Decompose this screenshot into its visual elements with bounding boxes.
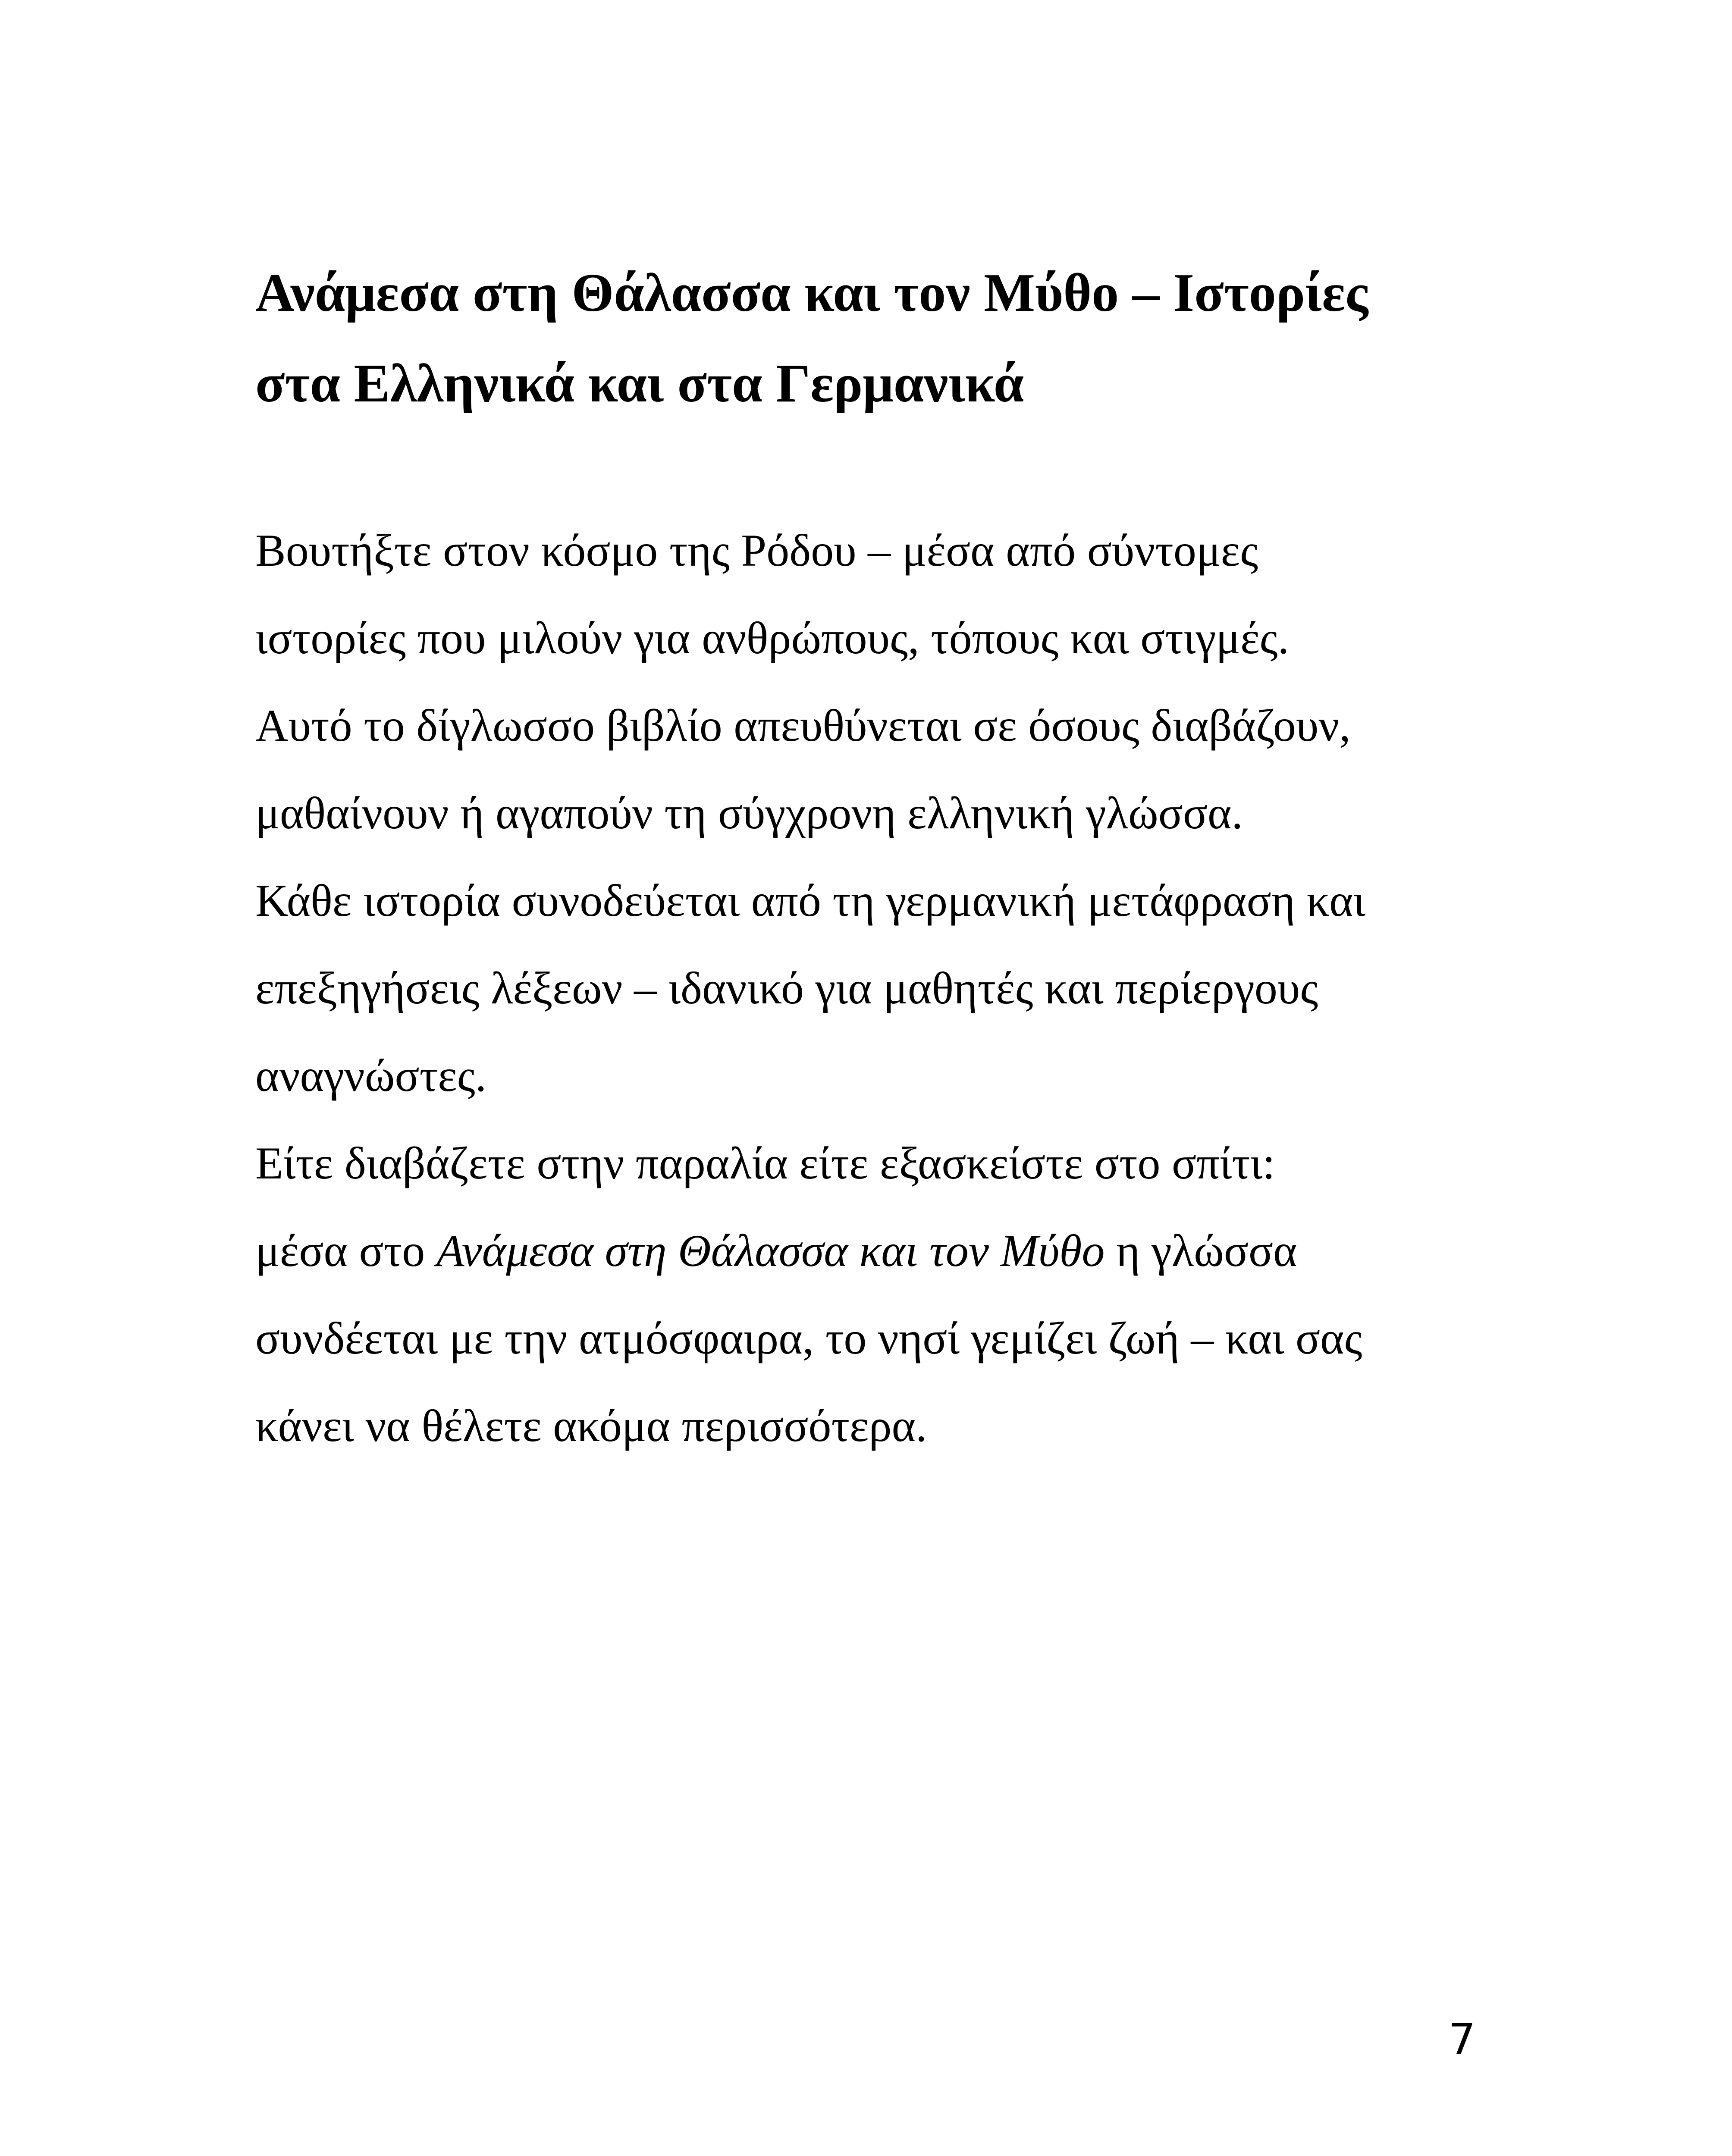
body-line: συνδέεται με την ατμόσφαιρα, το νησί γεμίζει ζωή – και σας (255, 1313, 1362, 1363)
body-paragraph (255, 507, 1549, 1470)
title-line-1: Ανάμεσα στη Θάλασσα και τον Μύθο – Ιστορίες (255, 263, 1368, 323)
body-line: επεξηγήσεις λέξεων – ιδανικό για μαθητές και περίεργους (255, 963, 1318, 1013)
body-line: Κάθε ιστορία συνοδεύεται από τη γερμανική μετάφραση και (255, 875, 1366, 926)
body-line: μαθαίνουν ή αγαπούν τη σύγχρονη ελληνική γλώσσα. (255, 788, 1243, 838)
body-line: Αυτό το δίγλωσσο βιβλίο απευθύνεται σε όσους διαβάζουν, (255, 700, 1351, 751)
body-line: ιστορίες που μιλούν για ανθρώπους, τόπους και στιγμές. (255, 613, 1290, 663)
text-after-book-title: η γλώσσα (1104, 1225, 1297, 1276)
body-line-with-book-title (255, 1207, 1549, 1294)
body-line: αναγνώστες. (255, 1050, 487, 1101)
body-line: Βουτήξτε στον κόσμο της Ρόδου – μέσα από σύντομες (255, 525, 1258, 576)
body-line: κάνει να θέλετε ακόμα περισσότερα. (255, 1401, 927, 1451)
book-title-italic: Ανάμεσα στη Θάλασσα και τον Μύθο (436, 1225, 1105, 1276)
title-line-2: στα Ελληνικά και στα Γερμανικά (255, 354, 1024, 414)
page-number: 7 (1448, 2014, 1476, 2065)
page-title (255, 248, 1549, 429)
body-line: Είτε διαβάζετε στην παραλία είτε εξασκείστε στο σπίτι: (255, 1138, 1275, 1188)
text-before-book-title: μέσα στο (255, 1225, 436, 1276)
